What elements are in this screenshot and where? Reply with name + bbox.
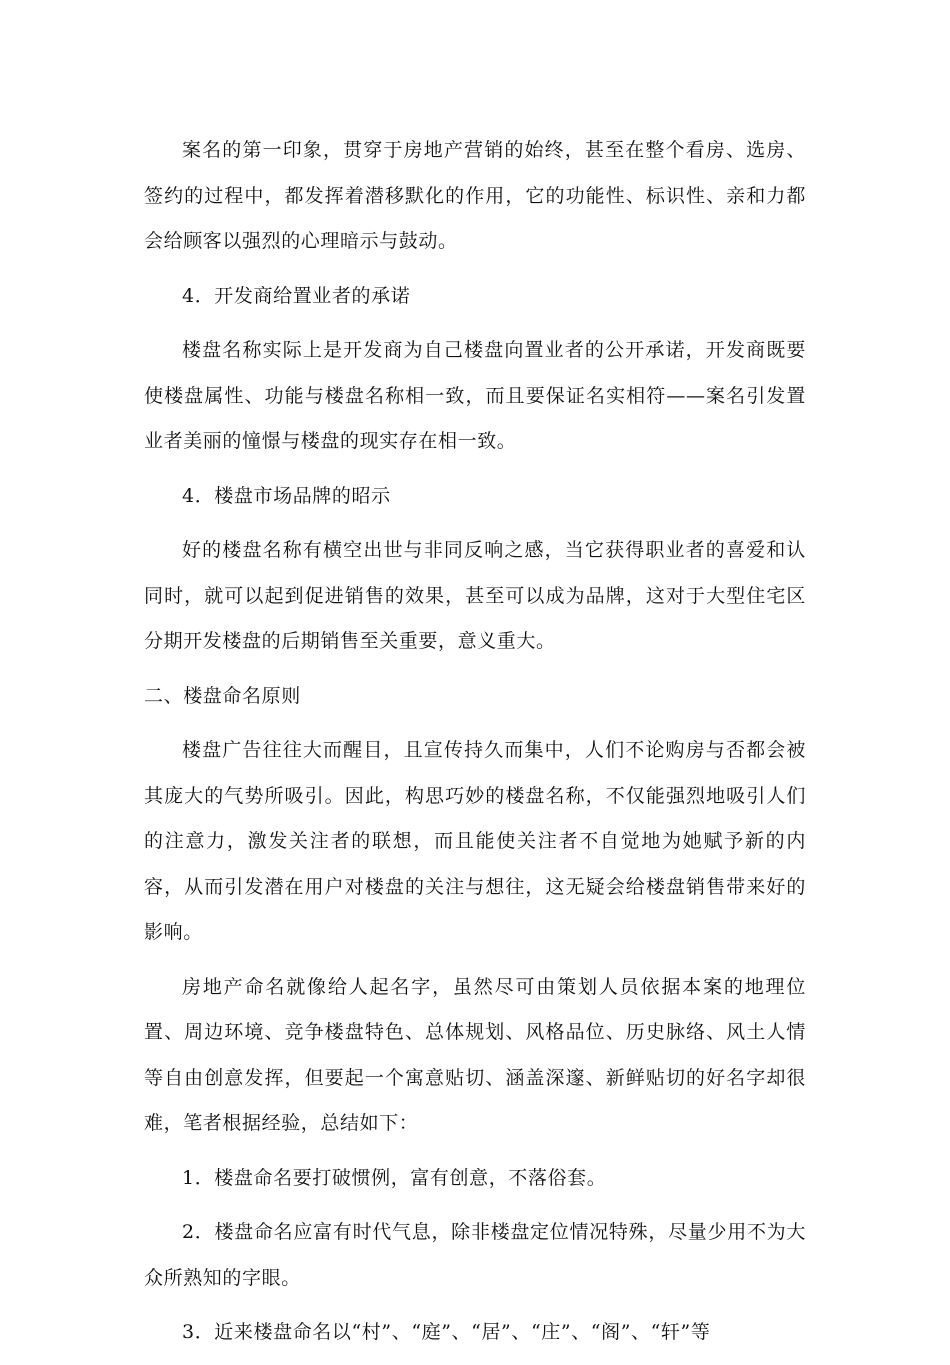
section-heading-naming-principles: 二、楼盘命名原则 bbox=[144, 684, 301, 707]
paragraph-first-impression: 案名的第一印象，贯穿于房地产营销的始终，甚至在整个看房、选房、签约的过程中，都发挥着潜移默化的作用，它的功能性、标识性、亲和力都会给顾客以强烈的心理暗示与鼓动。 bbox=[144, 139, 806, 252]
list-item-2: 2．楼盘命名应富有时代气息，除非楼盘定位情况特殊，尽量少用不为大众所熟知的字眼。 bbox=[144, 1221, 806, 1289]
list-item-1: 1．楼盘命名要打破惯例，富有创意，不落俗套。 bbox=[182, 1166, 607, 1189]
paragraph-advertising: 楼盘广告往往大而醒目，且宣传持久而集中，人们不论购房与否都会被其庞大的气势所吸引。因此，构思巧妙的楼盘名称，不仅能强烈地吸引人们的注意力，激发关注者的联想，而且能使关注者不自觉地为她赋予新的内容，从而引发潜在用户对楼盘的关注与想往，这无疑会给楼盘销售带来好的影响。 bbox=[144, 739, 806, 943]
heading-developer-promise: 4．开发商给置业者的承诺 bbox=[182, 284, 411, 307]
paragraph-market-brand: 好的楼盘名称有横空出世与非同反响之感，当它获得职业者的喜爱和认同时，就可以起到促进销售的效果，甚至可以成为品牌，这对于大型住宅区分期开发楼盘的后期销售至关重要，意义重大。 bbox=[144, 539, 806, 652]
paragraph-naming-like-person: 房地产命名就像给人起名字，虽然尽可由策划人员依据本案的地理位置、周边环境、竞争楼盘特色、总体规划、风格品位、历史脉络、风土人情等自由创意发挥，但要起一个寓意贴切、涵盖深邃、新鲜贴切的好名字却很难，笔者根据经验，总结如下： bbox=[144, 975, 806, 1134]
paragraph-developer-promise: 楼盘名称实际上是开发商为自己楼盘向置业者的公开承诺，开发商既要使楼盘属性、功能与楼盘名称相一致，而且要保证名实相符——案名引发置业者美丽的憧憬与楼盘的现实存在相一致。 bbox=[144, 339, 806, 452]
heading-market-brand: 4．楼盘市场品牌的昭示 bbox=[182, 484, 391, 507]
list-item-3: 3．近来楼盘命名以“村”、“庭”、“居”、“庄”、“阁”、“轩”等 bbox=[182, 1321, 711, 1343]
document-body bbox=[144, 128, 806, 1365]
